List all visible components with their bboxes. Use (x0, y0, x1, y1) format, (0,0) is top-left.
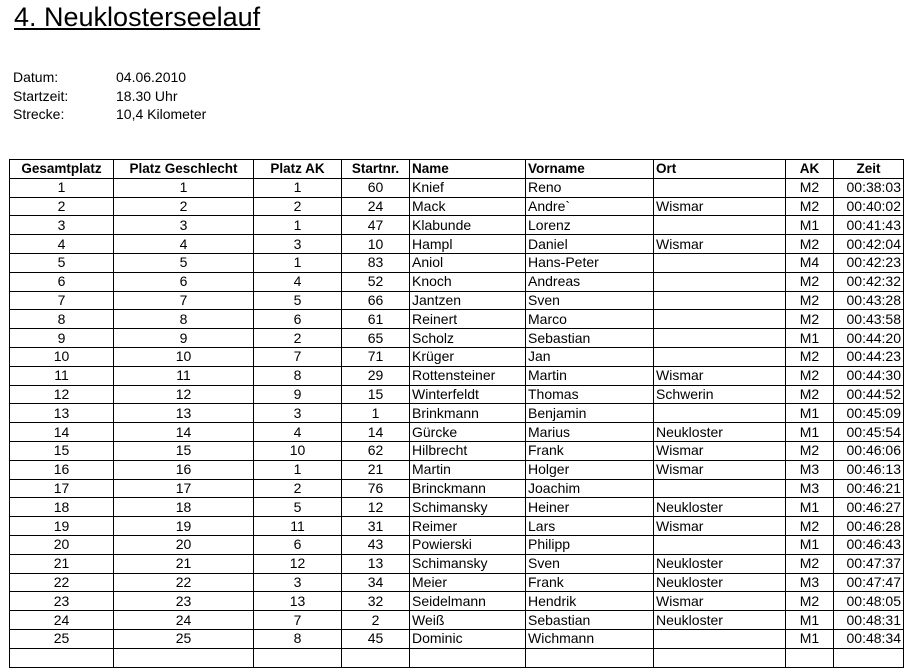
cell-platz-geschlecht: 19 (114, 517, 254, 536)
cell-ort: Wismar (654, 441, 786, 460)
header-ort: Ort (654, 160, 786, 179)
distance-label: Strecke: (13, 106, 65, 122)
table-row (10, 535, 904, 554)
cell-gesamtplatz: 25 (10, 629, 114, 648)
cell-name: Schimansky (410, 554, 526, 573)
table-row (10, 404, 904, 423)
cell-platz-geschlecht: 18 (114, 498, 254, 517)
cell-gesamtplatz: 7 (10, 291, 114, 310)
cell-zeit: 00:43:28 (834, 291, 904, 310)
cell-startnr: 21 (342, 460, 410, 479)
cell-platz-ak: 1 (254, 178, 342, 197)
cell-name: Weiß (410, 611, 526, 630)
cell-startnr: 10 (342, 235, 410, 254)
cell-gesamtplatz: 3 (10, 216, 114, 235)
cell-zeit: 00:48:05 (834, 592, 904, 611)
cell-platz-geschlecht: 6 (114, 272, 254, 291)
cell-zeit: 00:46:06 (834, 441, 904, 460)
cell-platz-ak: 3 (254, 404, 342, 423)
cell-startnr: 76 (342, 479, 410, 498)
cell-platz-geschlecht: 17 (114, 479, 254, 498)
header-name: Name (410, 160, 526, 179)
cell-platz-geschlecht: 3 (114, 216, 254, 235)
cell-platz-ak (254, 648, 342, 667)
cell-platz-geschlecht: 9 (114, 329, 254, 348)
cell-ort (654, 253, 786, 272)
cell-gesamtplatz: 14 (10, 423, 114, 442)
cell-vorname: Heiner (526, 498, 654, 517)
cell-platz-geschlecht: 7 (114, 291, 254, 310)
cell-name: Brinkmann (410, 404, 526, 423)
cell-ak: M1 (786, 423, 834, 442)
cell-name: Winterfeldt (410, 385, 526, 404)
header-ak: AK (786, 160, 834, 179)
cell-platz-ak: 7 (254, 347, 342, 366)
cell-zeit: 00:44:20 (834, 329, 904, 348)
cell-ort (654, 629, 786, 648)
cell-startnr: 15 (342, 385, 410, 404)
table-row (10, 629, 904, 648)
cell-zeit (834, 648, 904, 667)
cell-platz-geschlecht: 22 (114, 573, 254, 592)
cell-ort: Wismar (654, 197, 786, 216)
info-row-start-time (13, 87, 206, 106)
cell-zeit: 00:48:31 (834, 611, 904, 630)
cell-gesamtplatz: 5 (10, 253, 114, 272)
cell-zeit: 00:47:37 (834, 554, 904, 573)
cell-ort: Schwerin (654, 385, 786, 404)
cell-vorname: Wichmann (526, 629, 654, 648)
cell-ort (654, 291, 786, 310)
cell-platz-geschlecht: 24 (114, 611, 254, 630)
cell-gesamtplatz: 15 (10, 441, 114, 460)
cell-ak: M1 (786, 216, 834, 235)
results-table (9, 159, 904, 668)
table-row (10, 216, 904, 235)
cell-platz-ak: 11 (254, 517, 342, 536)
cell-zeit: 00:45:09 (834, 404, 904, 423)
cell-ort: Neukloster (654, 573, 786, 592)
cell-platz-ak: 2 (254, 479, 342, 498)
cell-vorname: Frank (526, 441, 654, 460)
cell-ort (654, 272, 786, 291)
cell-ort: Wismar (654, 366, 786, 385)
cell-platz-geschlecht: 14 (114, 423, 254, 442)
cell-ort: Neukloster (654, 498, 786, 517)
cell-ort (654, 479, 786, 498)
cell-name: Aniol (410, 253, 526, 272)
distance-value: 10,4 Kilometer (116, 106, 207, 122)
cell-platz-ak: 3 (254, 235, 342, 254)
cell-name: Seidelmann (410, 592, 526, 611)
table-header-row (10, 160, 904, 179)
cell-platz-ak: 13 (254, 592, 342, 611)
cell-name: Hampl (410, 235, 526, 254)
cell-zeit: 00:41:43 (834, 216, 904, 235)
cell-name: Gürcke (410, 423, 526, 442)
cell-zeit: 00:46:27 (834, 498, 904, 517)
table-row (10, 197, 904, 216)
cell-vorname: Thomas (526, 385, 654, 404)
header-vorname: Vorname (526, 160, 654, 179)
cell-name: Jantzen (410, 291, 526, 310)
cell-vorname: Jan (526, 347, 654, 366)
cell-ort (654, 216, 786, 235)
table-row (10, 291, 904, 310)
cell-gesamtplatz: 2 (10, 197, 114, 216)
cell-vorname: Marius (526, 423, 654, 442)
cell-ak: M1 (786, 611, 834, 630)
cell-vorname: Andre` (526, 197, 654, 216)
cell-vorname: Martin (526, 366, 654, 385)
cell-platz-ak: 6 (254, 535, 342, 554)
table-row (10, 441, 904, 460)
cell-platz-geschlecht: 2 (114, 197, 254, 216)
cell-platz-geschlecht: 12 (114, 385, 254, 404)
info-row-date (13, 68, 206, 87)
cell-vorname: Sven (526, 554, 654, 573)
cell-platz-ak: 12 (254, 554, 342, 573)
cell-ak: M2 (786, 347, 834, 366)
cell-vorname: Joachim (526, 479, 654, 498)
cell-vorname: Holger (526, 460, 654, 479)
cell-zeit: 00:44:52 (834, 385, 904, 404)
table-row (10, 517, 904, 536)
cell-name: Dominic (410, 629, 526, 648)
cell-platz-geschlecht: 15 (114, 441, 254, 460)
cell-vorname: Sebastian (526, 329, 654, 348)
header-zeit: Zeit (834, 160, 904, 179)
cell-name: Schimansky (410, 498, 526, 517)
table-row (10, 592, 904, 611)
table-row (10, 479, 904, 498)
cell-name: Knoch (410, 272, 526, 291)
cell-platz-geschlecht: 11 (114, 366, 254, 385)
cell-ak: M2 (786, 272, 834, 291)
cell-platz-ak: 5 (254, 498, 342, 517)
cell-startnr: 83 (342, 253, 410, 272)
cell-platz-ak: 7 (254, 611, 342, 630)
cell-platz-geschlecht: 13 (114, 404, 254, 423)
cell-ort (654, 178, 786, 197)
cell-zeit: 00:40:02 (834, 197, 904, 216)
cell-name: Powierski (410, 535, 526, 554)
cell-gesamtplatz: 1 (10, 178, 114, 197)
cell-platz-ak: 2 (254, 329, 342, 348)
table-row (10, 460, 904, 479)
cell-name: Mack (410, 197, 526, 216)
cell-gesamtplatz: 21 (10, 554, 114, 573)
cell-gesamtplatz: 23 (10, 592, 114, 611)
start-time-label: Startzeit: (13, 87, 69, 104)
cell-ort: Neukloster (654, 611, 786, 630)
cell-platz-ak: 1 (254, 253, 342, 272)
cell-vorname: Daniel (526, 235, 654, 254)
cell-vorname: Benjamin (526, 404, 654, 423)
cell-ort: Wismar (654, 460, 786, 479)
cell-name: Martin (410, 460, 526, 479)
cell-ak: M2 (786, 235, 834, 254)
cell-platz-geschlecht: 25 (114, 629, 254, 648)
cell-ak: M2 (786, 197, 834, 216)
cell-ort (654, 404, 786, 423)
cell-name: Brinckmann (410, 479, 526, 498)
cell-startnr: 1 (342, 404, 410, 423)
cell-ak: M2 (786, 554, 834, 573)
cell-platz-geschlecht: 8 (114, 310, 254, 329)
cell-platz-geschlecht: 1 (114, 178, 254, 197)
cell-platz-ak: 4 (254, 423, 342, 442)
cell-zeit: 00:46:28 (834, 517, 904, 536)
cell-name: Scholz (410, 329, 526, 348)
cell-startnr: 52 (342, 272, 410, 291)
cell-ort: Neukloster (654, 423, 786, 442)
table-row (10, 235, 904, 254)
cell-gesamtplatz (10, 648, 114, 667)
cell-ak: M1 (786, 329, 834, 348)
table-row (10, 272, 904, 291)
cell-platz-ak: 8 (254, 366, 342, 385)
table-row (10, 347, 904, 366)
cell-gesamtplatz: 6 (10, 272, 114, 291)
table-row (10, 498, 904, 517)
cell-startnr: 45 (342, 629, 410, 648)
cell-platz-ak: 9 (254, 385, 342, 404)
cell-zeit: 00:38:03 (834, 178, 904, 197)
cell-gesamtplatz: 12 (10, 385, 114, 404)
cell-gesamtplatz: 4 (10, 235, 114, 254)
table-row (10, 648, 904, 667)
cell-startnr: 32 (342, 592, 410, 611)
date-label: Datum: (13, 69, 59, 85)
cell-platz-geschlecht: 4 (114, 235, 254, 254)
cell-gesamtplatz: 24 (10, 611, 114, 630)
cell-ort: Wismar (654, 235, 786, 254)
cell-platz-geschlecht: 5 (114, 253, 254, 272)
cell-startnr: 43 (342, 535, 410, 554)
cell-name: Hilbrecht (410, 441, 526, 460)
cell-platz-ak: 2 (254, 197, 342, 216)
table-row (10, 253, 904, 272)
cell-ak: M2 (786, 385, 834, 404)
cell-vorname: Lars (526, 517, 654, 536)
table-row (10, 329, 904, 348)
cell-startnr: 66 (342, 291, 410, 310)
cell-platz-geschlecht: 21 (114, 554, 254, 573)
cell-ort: Neukloster (654, 554, 786, 573)
cell-name (410, 648, 526, 667)
cell-startnr: 14 (342, 423, 410, 442)
cell-vorname: Philipp (526, 535, 654, 554)
cell-vorname: Hans-Peter (526, 253, 654, 272)
cell-name: Rottensteiner (410, 366, 526, 385)
cell-platz-ak: 3 (254, 573, 342, 592)
cell-gesamtplatz: 18 (10, 498, 114, 517)
cell-startnr: 24 (342, 197, 410, 216)
cell-startnr: 29 (342, 366, 410, 385)
cell-ort (654, 310, 786, 329)
cell-ort (654, 535, 786, 554)
cell-ak: M1 (786, 535, 834, 554)
cell-gesamtplatz: 10 (10, 347, 114, 366)
cell-platz-geschlecht: 16 (114, 460, 254, 479)
cell-gesamtplatz: 9 (10, 329, 114, 348)
cell-platz-geschlecht: 20 (114, 535, 254, 554)
cell-startnr: 47 (342, 216, 410, 235)
table-row (10, 178, 904, 197)
cell-ak: M1 (786, 404, 834, 423)
header-platz-geschlecht: Platz Geschlecht (114, 160, 254, 179)
table-row (10, 385, 904, 404)
table-row (10, 611, 904, 630)
cell-vorname: Frank (526, 573, 654, 592)
header-platz-ak: Platz AK (254, 160, 342, 179)
cell-startnr: 31 (342, 517, 410, 536)
cell-zeit: 00:48:34 (834, 629, 904, 648)
cell-gesamtplatz: 13 (10, 404, 114, 423)
cell-platz-ak: 10 (254, 441, 342, 460)
cell-gesamtplatz: 16 (10, 460, 114, 479)
cell-zeit: 00:42:32 (834, 272, 904, 291)
cell-platz-geschlecht: 23 (114, 592, 254, 611)
cell-zeit: 00:45:54 (834, 423, 904, 442)
cell-ak: M2 (786, 517, 834, 536)
table-row (10, 310, 904, 329)
cell-zeit: 00:43:58 (834, 310, 904, 329)
header-gesamtplatz: Gesamtplatz (10, 160, 114, 179)
cell-platz-ak: 5 (254, 291, 342, 310)
cell-zeit: 00:42:04 (834, 235, 904, 254)
cell-platz-geschlecht: 10 (114, 347, 254, 366)
cell-zeit: 00:46:43 (834, 535, 904, 554)
cell-platz-ak: 1 (254, 216, 342, 235)
page-title: 4. Neuklosterseelauf (14, 2, 261, 32)
cell-ak: M1 (786, 629, 834, 648)
cell-platz-ak: 1 (254, 460, 342, 479)
race-info (13, 68, 206, 124)
table-row (10, 366, 904, 385)
cell-ort (654, 347, 786, 366)
cell-ort (654, 329, 786, 348)
cell-gesamtplatz: 20 (10, 535, 114, 554)
date-value: 04.06.2010 (116, 69, 187, 85)
cell-ak: M3 (786, 573, 834, 592)
cell-ak: M2 (786, 291, 834, 310)
cell-startnr: 65 (342, 329, 410, 348)
cell-ort (654, 648, 786, 667)
cell-ak: M1 (786, 498, 834, 517)
cell-startnr: 61 (342, 310, 410, 329)
header-startnr: Startnr. (342, 160, 410, 179)
cell-vorname: Marco (526, 310, 654, 329)
cell-name: Meier (410, 573, 526, 592)
cell-gesamtplatz: 19 (10, 517, 114, 536)
cell-ort: Wismar (654, 517, 786, 536)
cell-startnr: 71 (342, 347, 410, 366)
cell-gesamtplatz: 22 (10, 573, 114, 592)
table-row (10, 554, 904, 573)
cell-ort: Wismar (654, 592, 786, 611)
cell-zeit: 00:42:23 (834, 253, 904, 272)
cell-name: Reinert (410, 310, 526, 329)
cell-platz-ak: 6 (254, 310, 342, 329)
cell-zeit: 00:44:23 (834, 347, 904, 366)
cell-gesamtplatz: 8 (10, 310, 114, 329)
cell-startnr: 34 (342, 573, 410, 592)
cell-vorname: Lorenz (526, 216, 654, 235)
cell-platz-geschlecht (114, 648, 254, 667)
cell-vorname: Hendrik (526, 592, 654, 611)
cell-zeit: 00:46:21 (834, 479, 904, 498)
cell-startnr: 12 (342, 498, 410, 517)
cell-ak: M2 (786, 310, 834, 329)
cell-startnr: 13 (342, 554, 410, 573)
cell-vorname: Sebastian (526, 611, 654, 630)
info-row-distance (13, 105, 206, 124)
cell-vorname: Reno (526, 178, 654, 197)
cell-startnr: 60 (342, 178, 410, 197)
cell-ak: M2 (786, 592, 834, 611)
cell-startnr: 62 (342, 441, 410, 460)
cell-platz-ak: 8 (254, 629, 342, 648)
table-row (10, 573, 904, 592)
cell-name: Klabunde (410, 216, 526, 235)
cell-ak (786, 648, 834, 667)
cell-startnr (342, 648, 410, 667)
cell-name: Knief (410, 178, 526, 197)
cell-ak: M2 (786, 366, 834, 385)
cell-ak: M4 (786, 253, 834, 272)
cell-vorname (526, 648, 654, 667)
cell-zeit: 00:47:47 (834, 573, 904, 592)
cell-ak: M3 (786, 460, 834, 479)
cell-startnr: 2 (342, 611, 410, 630)
cell-vorname: Andreas (526, 272, 654, 291)
cell-name: Krüger (410, 347, 526, 366)
table-row (10, 423, 904, 442)
cell-vorname: Sven (526, 291, 654, 310)
cell-ak: M3 (786, 479, 834, 498)
cell-ak: M2 (786, 441, 834, 460)
cell-platz-ak: 4 (254, 272, 342, 291)
cell-name: Reimer (410, 517, 526, 536)
cell-ak: M2 (786, 178, 834, 197)
cell-gesamtplatz: 17 (10, 479, 114, 498)
cell-zeit: 00:44:30 (834, 366, 904, 385)
cell-gesamtplatz: 11 (10, 366, 114, 385)
start-time-value: 18.30 Uhr (116, 87, 178, 104)
cell-zeit: 00:46:13 (834, 460, 904, 479)
